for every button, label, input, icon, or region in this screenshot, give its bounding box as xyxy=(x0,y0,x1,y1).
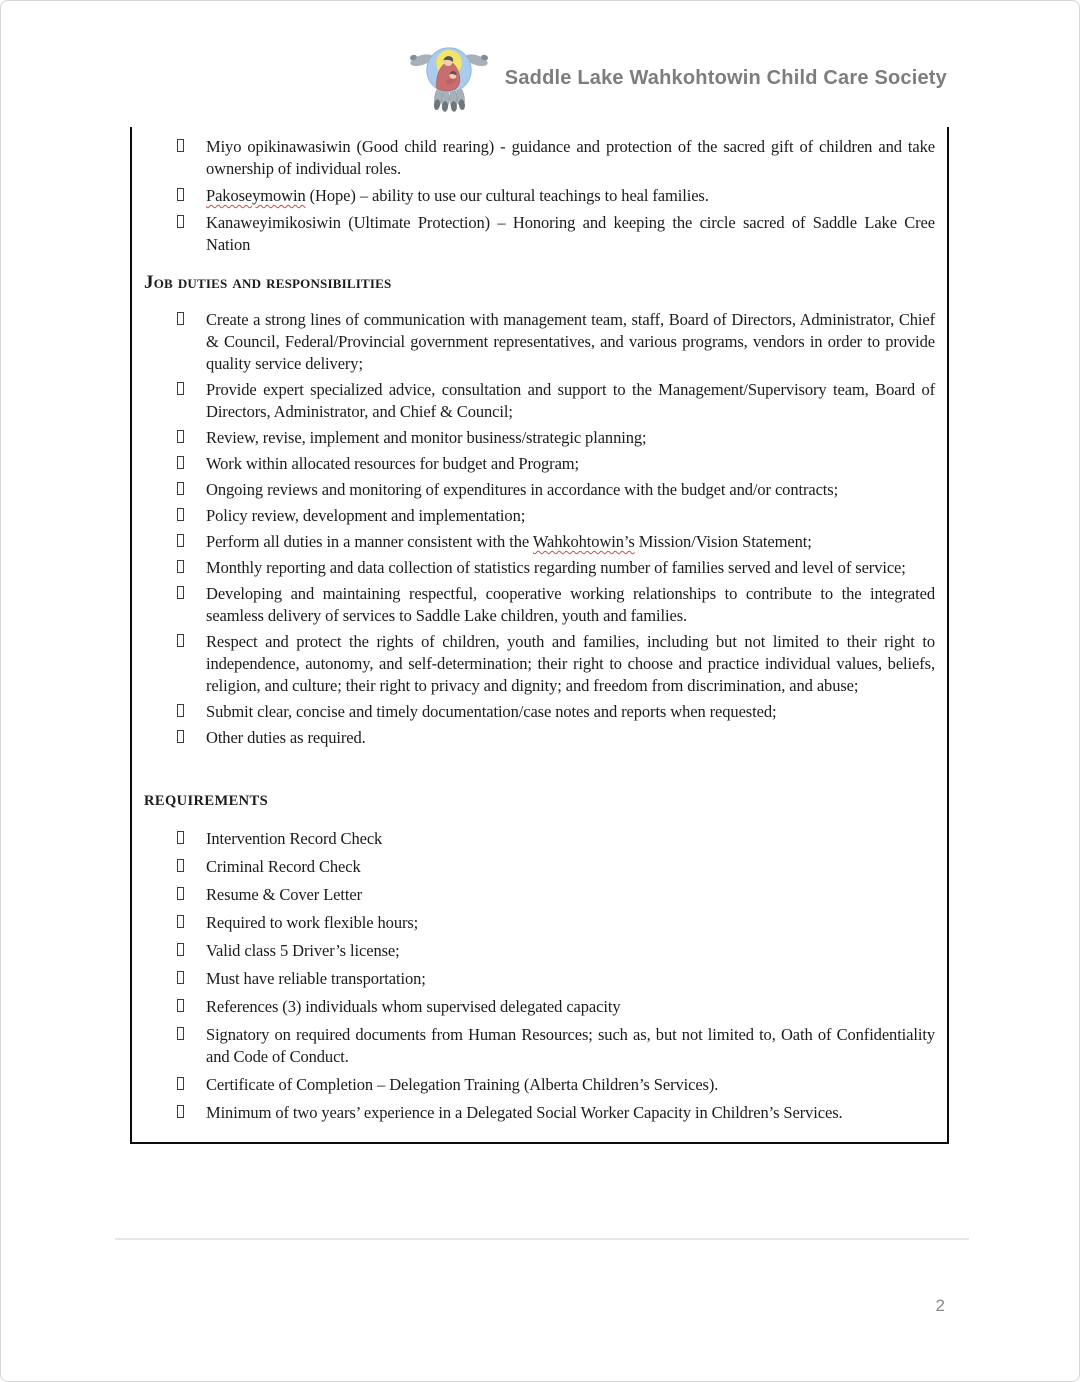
list-item-text: Review, revise, implement and monitor business/strategic planning; xyxy=(206,428,647,447)
bullet-tofu-icon xyxy=(177,859,184,872)
misspelled-word: Wahkohtowin’s xyxy=(532,532,635,551)
bullet-tofu-icon xyxy=(177,534,184,547)
bullet-tofu-icon xyxy=(177,1077,184,1090)
list-item xyxy=(177,505,935,527)
list-item-text: Pakoseymowin (Hope) – ability to use our cultural teachings to heal families. xyxy=(206,186,709,205)
list-item-text: Ongoing reviews and monitoring of expenditures in accordance with the budget and/or contracts; xyxy=(206,480,839,499)
list-item xyxy=(177,940,935,962)
list-item-text: Resume & Cover Letter xyxy=(206,885,362,904)
list-item-text: Respect and protect the rights of children, youth and families, including but not limited to their right to independence, autonomy, and self-determination; their right to choose and practice individual values, beliefs, religion, and culture; their right to privacy and dignity; and freedom from discrimination, and abuse; xyxy=(206,632,935,695)
list-item-text: Valid class 5 Driver’s license; xyxy=(206,941,400,960)
document-header xyxy=(1,41,947,115)
bullet-tofu-icon xyxy=(177,887,184,900)
org-title: Saddle Lake Wahkohtowin Child Care Society xyxy=(504,66,947,89)
list-item xyxy=(177,379,935,423)
bullet-tofu-icon xyxy=(177,971,184,984)
values-list xyxy=(132,136,939,256)
bullet-tofu-icon xyxy=(177,508,184,521)
bullet-tofu-icon xyxy=(177,999,184,1012)
duties-list xyxy=(132,309,939,749)
list-item xyxy=(177,727,935,749)
section-heading-requirements: REQUIREMENTS xyxy=(144,793,269,809)
list-item xyxy=(177,1102,935,1124)
list-item-text: Certificate of Completion – Delegation Training (Alberta Children’s Services). xyxy=(206,1075,719,1094)
bullet-tofu-icon xyxy=(177,382,184,395)
list-item xyxy=(177,531,935,553)
bullet-tofu-icon xyxy=(177,312,184,325)
bullet-tofu-icon xyxy=(177,915,184,928)
list-item xyxy=(177,884,935,906)
page-bottom-divider xyxy=(115,1238,969,1240)
list-item xyxy=(177,309,935,375)
list-item xyxy=(177,856,935,878)
list-item-text: Create a strong lines of communication with management team, staff, Board of Directors, Administrator, Chief & Council, Federal/Provincial government representatives, and various programs, vendors in order to provide quality service delivery; xyxy=(206,310,935,373)
list-item xyxy=(177,212,935,256)
list-item xyxy=(177,912,935,934)
list-item xyxy=(177,136,935,180)
requirements-list xyxy=(132,828,939,1124)
list-item xyxy=(177,828,935,850)
bullet-tofu-icon xyxy=(177,704,184,717)
list-item xyxy=(177,701,935,723)
list-item-text: Monthly reporting and data collection of statistics regarding number of families served and level of service; xyxy=(206,558,906,577)
list-item xyxy=(177,185,935,207)
bullet-tofu-icon xyxy=(177,730,184,743)
list-item xyxy=(177,1024,935,1068)
page-number: 2 xyxy=(935,1296,945,1315)
list-item xyxy=(177,996,935,1018)
bullet-tofu-icon xyxy=(177,560,184,573)
list-item xyxy=(177,427,935,449)
list-item-text: References (3) individuals whom supervised delegated capacity xyxy=(206,997,621,1016)
section-heading-duties: Job duties and responsibilities xyxy=(144,272,392,293)
list-item-text: Required to work flexible hours; xyxy=(206,913,419,932)
bullet-tofu-icon xyxy=(177,1105,184,1118)
list-item xyxy=(177,557,935,579)
list-item-text: Provide expert specialized advice, consultation and support to the Management/Supervisory team, Board of Directors, Administrator, and Chief & Council; xyxy=(206,380,935,421)
bullet-tofu-icon xyxy=(177,1027,184,1040)
list-item-text: Perform all duties in a manner consistent with the Wahkohtowin’s Mission/Vision Statement; xyxy=(206,532,812,551)
bullet-tofu-icon xyxy=(177,139,184,152)
list-item-text: Work within allocated resources for budget and Program; xyxy=(206,454,580,473)
bullet-tofu-icon xyxy=(177,188,184,201)
list-item-text: Developing and maintaining respectful, cooperative working relationships to contribute to the integrated seamless delivery of services to Saddle Lake children, youth and families. xyxy=(206,584,935,625)
list-item-text: Kanaweyimikosiwin (Ultimate Protection) – Honoring and keeping the circle sacred of Saddle Lake Cree Nation xyxy=(206,213,935,254)
bullet-tofu-icon xyxy=(177,482,184,495)
bullet-tofu-icon xyxy=(177,586,184,599)
list-item-text: Intervention Record Check xyxy=(206,829,383,848)
list-item xyxy=(177,968,935,990)
list-item-text: Submit clear, concise and timely documentation/case notes and reports when requested; xyxy=(206,702,777,721)
bullet-tofu-icon xyxy=(177,831,184,844)
list-item xyxy=(177,453,935,475)
list-item-text: Must have reliable transportation; xyxy=(206,969,426,988)
bullet-tofu-icon xyxy=(177,215,184,228)
list-item-text: Minimum of two years’ experience in a Delegated Social Worker Capacity in Children’s Services. xyxy=(206,1103,843,1122)
list-item xyxy=(177,1074,935,1096)
list-item-text: Policy review, development and implementation; xyxy=(206,506,526,525)
misspelled-word: Pakoseymowin xyxy=(206,186,306,205)
bullet-tofu-icon xyxy=(177,430,184,443)
list-item xyxy=(177,479,935,501)
list-item-text: Criminal Record Check xyxy=(206,857,361,876)
bullet-tofu-icon xyxy=(177,634,184,647)
content-box xyxy=(130,127,949,1144)
list-item-text: Miyo opikinawasiwin (Good child rearing) - guidance and protection of the sacred gift of children and take ownership of individual roles. xyxy=(206,137,935,178)
list-item xyxy=(177,631,935,697)
list-item-text: Other duties as required. xyxy=(206,728,366,747)
list-item xyxy=(177,583,935,627)
list-item-text: Signatory on required documents from Human Resources; such as, but not limited to, Oath of Confidentiality and Code of Conduct. xyxy=(206,1025,935,1066)
org-logo-icon xyxy=(409,41,489,115)
bullet-tofu-icon xyxy=(177,456,184,469)
bullet-tofu-icon xyxy=(177,943,184,956)
